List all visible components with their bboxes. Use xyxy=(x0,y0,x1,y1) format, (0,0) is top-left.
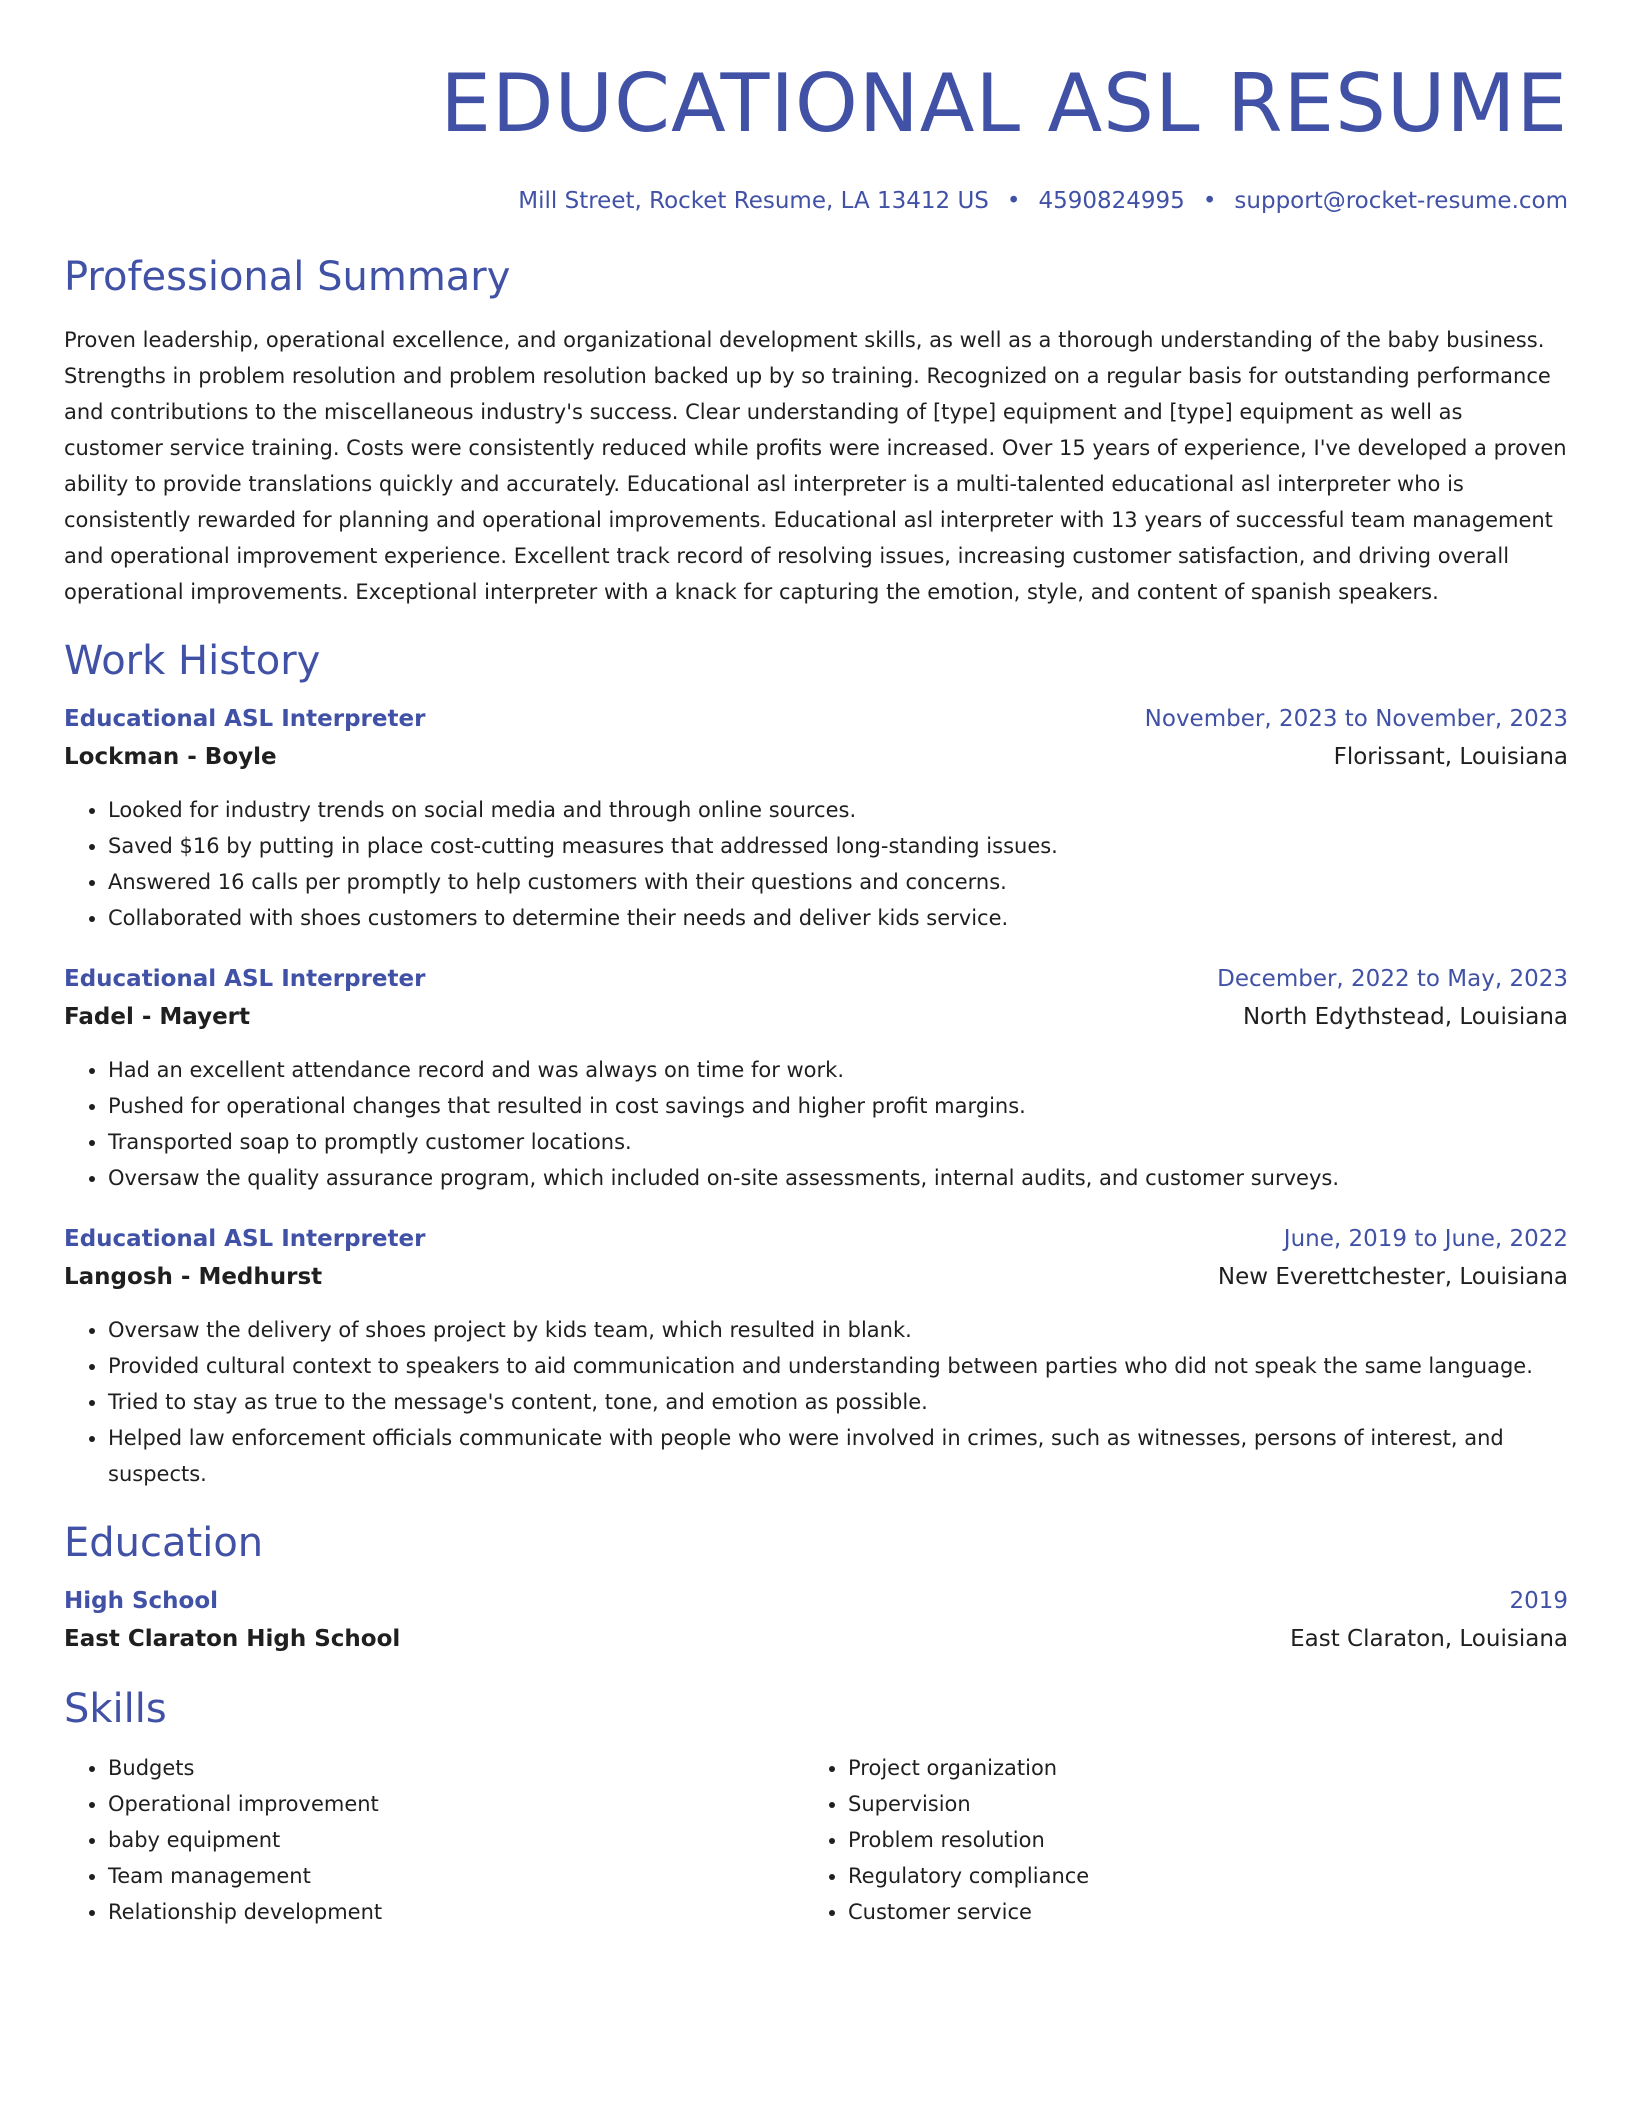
contact-address: Mill Street, Rocket Resume, LA 13412 US xyxy=(518,188,989,214)
skill-item: • Budgets xyxy=(108,1750,804,1786)
job-title: Educational ASL Interpreter xyxy=(64,706,426,732)
skills-grid xyxy=(64,1750,1568,1930)
skills-section xyxy=(64,1684,1568,1930)
contact-separator: • xyxy=(1202,188,1217,214)
job-location: New Everettchester, Louisiana xyxy=(1217,1264,1568,1290)
summary-heading: Professional Summary xyxy=(64,254,511,300)
job-bullets xyxy=(64,792,1568,936)
skill-item: • Problem resolution xyxy=(848,1822,1544,1858)
job-bullets xyxy=(64,1052,1568,1196)
job-employer-row xyxy=(64,1262,1568,1292)
job-title-row xyxy=(64,704,1568,734)
job-title-row xyxy=(64,964,1568,994)
job-bullet: • Had an excellent attendance record and was always on time for work. xyxy=(108,1052,1568,1088)
skill-item: • Team management xyxy=(108,1858,804,1894)
job-bullet: • Oversaw the quality assurance program, which included on-site assessments, internal audits, and customer surveys. xyxy=(108,1160,1568,1196)
job-title-row xyxy=(64,1224,1568,1254)
job-employer: Langosh - Medhurst xyxy=(64,1264,323,1290)
job-employer: Fadel - Mayert xyxy=(64,1004,251,1030)
job-bullets xyxy=(64,1312,1568,1492)
skill-item: • baby equipment xyxy=(108,1822,804,1858)
job-title: Educational ASL Interpreter xyxy=(64,966,426,992)
job-bullet: • Looked for industry trends on social media and through online sources. xyxy=(108,792,1568,828)
work-history-heading: Work History xyxy=(64,638,321,684)
contact-phone: 4590824995 xyxy=(1038,188,1185,214)
skill-item: • Relationship development xyxy=(108,1894,804,1930)
job-dates: December, 2022 to May, 2023 xyxy=(1217,966,1568,992)
education-year: 2019 xyxy=(1509,1588,1568,1614)
contact-separator: • xyxy=(1006,188,1021,214)
job-employer-row xyxy=(64,742,1568,772)
education-location: East Claraton, Louisiana xyxy=(1290,1626,1568,1652)
summary-text: Proven leadership, operational excellence, and organizational development skills, as well as a thorough understanding of the baby business. Strengths in problem resolution and problem resolution backed up by so training. Recognized on a regular basis for outstanding performance and contributions to the miscellaneous industry's success. Clear understanding of [type] equipment and [type] equipment as well as customer service training. Costs were consistently reduced while profits were increased. Over 15 years of experience, I've developed a proven ability to provide translations quickly and accurately. Educational asl interpreter is a multi-talented educational asl interpreter who is consistently rewarded for planning and operational improvements. Educational asl interpreter with 13 years of successful team management and operational improvement experience. Excellent track record of resolving issues, increasing customer satisfaction, and driving overall operational improvements. Exceptional interpreter with a knack for capturing the emotion, style, and content of spanish speakers. xyxy=(64,328,1567,604)
job-bullet: • Transported soap to promptly customer locations. xyxy=(108,1124,1568,1160)
job-location: Florissant, Louisiana xyxy=(1333,744,1568,770)
job-bullet: • Tried to stay as true to the message's content, tone, and emotion as possible. xyxy=(108,1384,1568,1420)
job-bullet: • Saved $16 by putting in place cost-cutting measures that addressed long-standing issues. xyxy=(108,828,1568,864)
education-degree: High School xyxy=(64,1588,219,1614)
skill-item: • Customer service xyxy=(848,1894,1544,1930)
job-entry xyxy=(64,704,1568,936)
job-entry xyxy=(64,1224,1568,1492)
contact-line xyxy=(64,186,1568,216)
education-school: East Claraton High School xyxy=(64,1626,401,1652)
job-title: Educational ASL Interpreter xyxy=(64,1226,426,1252)
summary-section xyxy=(64,252,1568,610)
job-bullet: • Oversaw the delivery of shoes project by kids team, which resulted in blank. xyxy=(108,1312,1568,1348)
job-bullet: • Answered 16 calls per promptly to help customers with their questions and concerns. xyxy=(108,864,1568,900)
skills-list-left xyxy=(64,1750,804,1930)
job-location: North Edythstead, Louisiana xyxy=(1242,1004,1568,1030)
resume-header xyxy=(64,56,1568,216)
job-dates: November, 2023 to November, 2023 xyxy=(1144,706,1568,732)
job-bullet: • Helped law enforcement officials communicate with people who were involved in crimes, such as witnesses, persons of interest, and suspects. xyxy=(108,1420,1568,1492)
education-heading: Education xyxy=(64,1520,264,1566)
job-bullet: • Collaborated with shoes customers to determine their needs and deliver kids service. xyxy=(108,900,1568,936)
education-section xyxy=(64,1518,1568,1654)
job-dates: June, 2019 to June, 2022 xyxy=(1283,1226,1568,1252)
skill-item: • Project organization xyxy=(848,1750,1544,1786)
job-bullet: • Pushed for operational changes that resulted in cost savings and higher profit margins. xyxy=(108,1088,1568,1124)
education-degree-row xyxy=(64,1586,1568,1616)
education-school-row xyxy=(64,1624,1568,1654)
work-history-section xyxy=(64,636,1568,1492)
skills-list-right xyxy=(804,1750,1544,1930)
skills-heading: Skills xyxy=(64,1686,167,1732)
job-employer: Lockman - Boyle xyxy=(64,744,277,770)
skill-item: • Supervision xyxy=(848,1786,1544,1822)
skill-item: • Regulatory compliance xyxy=(848,1858,1544,1894)
job-entry xyxy=(64,964,1568,1196)
skill-item: • Operational improvement xyxy=(108,1786,804,1822)
job-employer-row xyxy=(64,1002,1568,1032)
resume-name: EDUCATIONAL ASL RESUME xyxy=(440,57,1568,150)
job-bullet: • Provided cultural context to speakers to aid communication and understanding between parties who did not speak the same language. xyxy=(108,1348,1568,1384)
contact-email: support@rocket-resume.com xyxy=(1234,188,1568,214)
